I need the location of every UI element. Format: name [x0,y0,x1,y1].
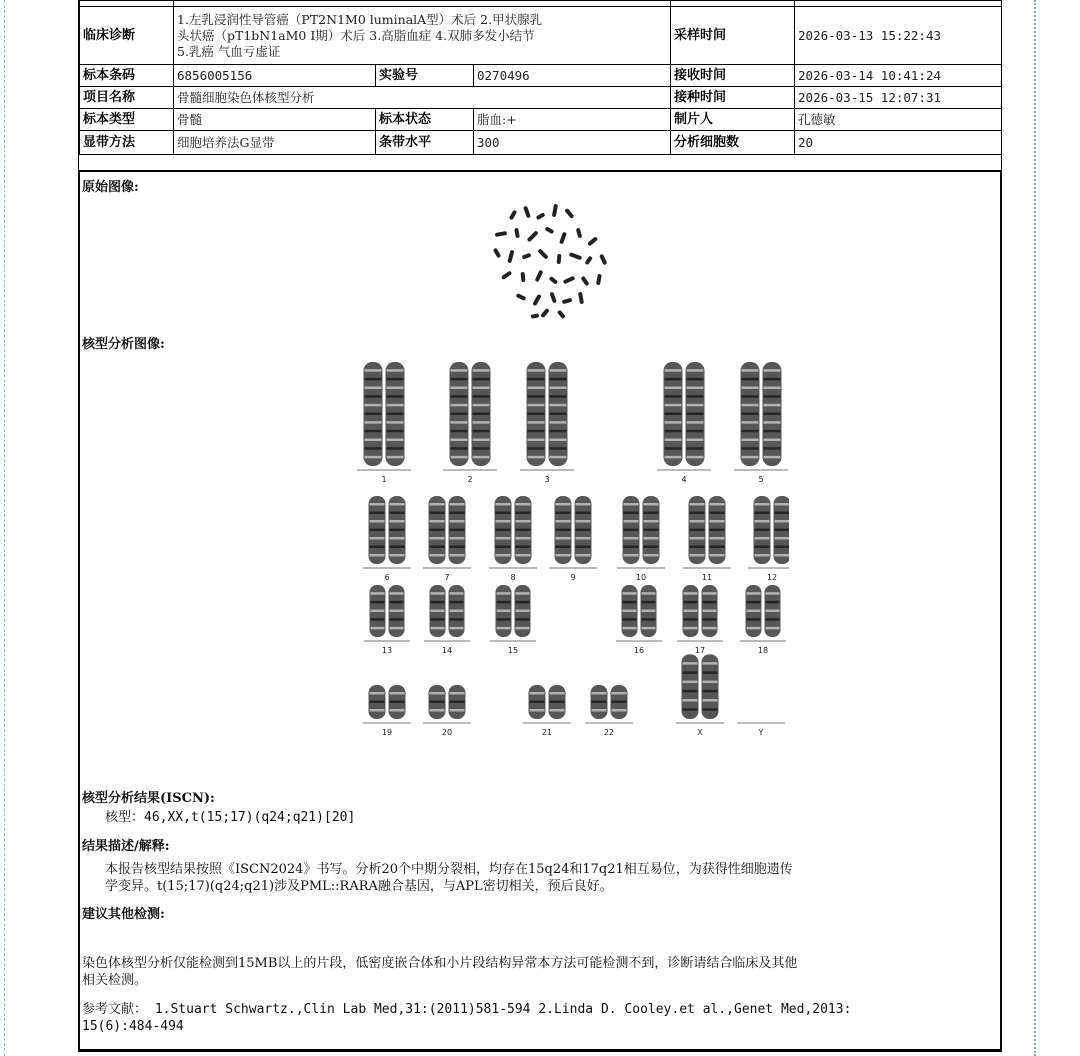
chromosome-pair [495,496,532,564]
other-tests-heading: 建议其他检测: [82,907,165,922]
chromosome-pair [369,685,406,719]
chromosome-pair [622,585,657,637]
inoculate-time-value: 2026-03-15 12:07:31 [795,87,1002,109]
chromosome-number: 4 [681,475,687,484]
page-right-edge [1034,0,1036,1056]
chromosome-pair [369,496,406,564]
sample-state-label: 标本状态 [376,109,474,131]
preparer-label: 制片人 [671,109,795,131]
diagnosis-line: 5.乳癌 气血亏虚证 [177,43,281,59]
reference-line: 15(6):484-494 [82,1019,184,1034]
chromosome-number: 19 [381,728,393,737]
chromosome-pair [754,496,790,564]
chromosome-number: 8 [510,573,516,582]
result-heading: 核型分析结果(ISCN): [82,791,215,806]
item-value: 骨髓细胞染色体核型分析 [174,87,671,109]
preparer-value: 孔德敏 [795,109,1002,131]
chromosome-pair [370,585,405,637]
chromosome-pair [689,496,726,564]
sample-info-table [79,0,1002,155]
chromosome-number: 9 [570,573,576,582]
chromosome-number: 18 [757,646,769,655]
band-level-value: 300 [474,131,671,155]
references-text [82,1001,997,1035]
chromosome-pair [682,654,719,719]
barcode-label: 标本条码 [80,65,174,87]
interpretation-text [105,861,995,895]
barcode-value: 6856005156 [174,65,376,87]
chromosome-pair [429,685,466,719]
lab-no-value: 0270496 [474,65,671,87]
karyogram-heading: 核型分析图像: [82,337,165,352]
inoculate-time-label: 接种时间 [671,87,795,109]
chromosome-number: X [697,728,703,737]
chromosome-number: 10 [635,573,647,582]
receive-time-label: 接收时间 [671,65,795,87]
chromosome-number: 5 [758,475,764,484]
chromosome-number: Y [758,728,764,737]
original-image-heading: 原始图像: [82,180,139,195]
karyotype-result: 核型：46,XX,t(15;17)(q24;q21)[20] [105,810,356,825]
reference-line: 参考文献： 1.Stuart Schwartz.,Clin Lab Med,31:(2011)581-594 2.Linda D. Cooley.et al.,Genet Med,2013: [82,1002,852,1017]
diagnosis-line: 1.左乳浸润性导管癌（PT2N1M0 luminalA型）术后 2.甲状腺乳 [177,11,543,27]
banding-value: 细胞培养法G显带 [174,131,376,155]
chromosome-number: 1 [381,475,387,484]
chromosome-number: 20 [441,728,453,737]
interpretation-line: 学变异。t(15;17)(q24;q21)涉及PML::RARA融合基因，与APL密切相关，预后良好。 [105,879,613,894]
chromosome-pair [623,496,660,564]
chromosome-number: 3 [544,475,550,484]
chromosome-pair [527,362,568,466]
page-left-edge [4,0,5,1056]
sample-type-value: 骨髓 [174,109,376,131]
chromosome-number: 15 [507,646,519,655]
limitation-line: 染色体核型分析仅能检测到15MB以上的片段，低密度嵌合体和小片段结构异常本方法可能检测不到，诊断请结合临床及其他 [82,956,798,971]
chromosome-pair [496,585,531,637]
diagnosis-label: 临床诊断 [80,7,174,65]
chromosome-number: 17 [694,646,706,655]
chromosome-pair [450,362,491,466]
chromosome-number: 13 [381,646,393,655]
sample-type-label: 标本类型 [80,109,174,131]
chromosome-pair [664,362,705,466]
chromosome-pair [741,362,782,466]
interpretation-line: 本报告核型结果按照《ISCN2024》书写。分析20个中期分裂相，均存在15q24和17q21相互易位，为获得性细胞遗传 [105,862,793,877]
chromosome-pair [529,685,566,719]
karyogram-image [319,362,789,754]
chromosome-number: 11 [701,573,713,582]
chromosome-number: 2 [467,475,473,484]
chromosome-number: 14 [441,646,453,655]
chromosome-pair [430,585,465,637]
chromosome-number: 12 [766,573,778,582]
cells-value: 20 [795,131,1002,155]
cells-label: 分析细胞数 [671,131,795,155]
chromosome-pair [555,496,592,564]
limitation-line: 相关检测。 [82,973,148,988]
chromosome-number: 7 [444,573,450,582]
diagnosis-line: 头状癌（pT1bN1aM0 Ⅰ期）术后 3.高脂血症 4.双肺多发小结节 [177,27,535,43]
chromosome-number: 6 [384,573,390,582]
sample-time-value: 2026-03-13 15:22:43 [795,7,1002,65]
chromosome-pair [746,585,781,637]
sample-state-value: 脂血:+ [474,109,671,131]
chromosome-pair [591,685,628,719]
lab-no-label: 实验号 [376,65,474,87]
banding-label: 显带方法 [80,131,174,155]
chromosome-pair [683,585,718,637]
diagnosis-value [174,7,671,65]
receive-time-value: 2026-03-14 10:41:24 [795,65,1002,87]
report-sheet [78,0,1002,1050]
sample-time-label: 采样时间 [671,7,795,65]
chromosome-number: 16 [633,646,645,655]
band-level-label: 条带水平 [376,131,474,155]
chromosome-number: 22 [603,728,615,737]
item-label: 项目名称 [80,87,174,109]
bottom-rule [78,1049,1002,1052]
chromosome-pair [364,362,405,466]
chromosome-pair [429,496,466,564]
metaphase-spread-image [481,198,621,328]
interpretation-heading: 结果描述/解释: [82,839,170,854]
limitation-text [82,955,997,989]
chromosome-number: 21 [541,728,553,737]
